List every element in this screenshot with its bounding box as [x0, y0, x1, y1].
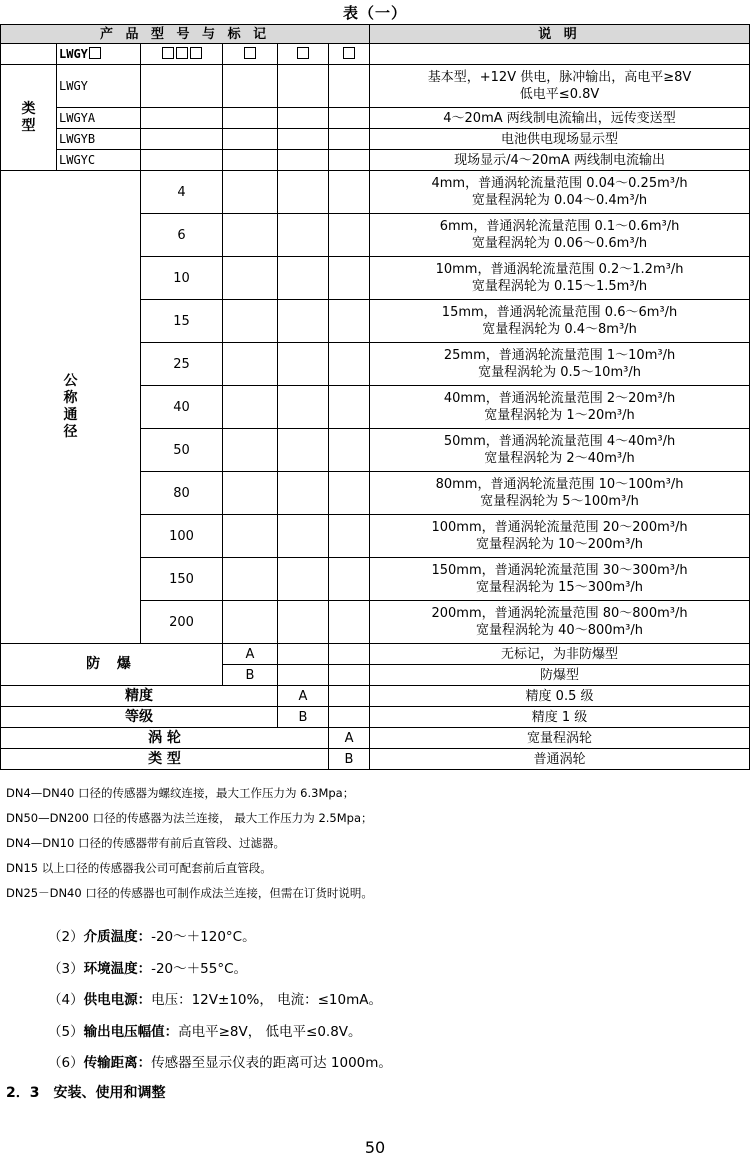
turbine-desc-a: 宽量程涡轮 — [370, 728, 750, 749]
accuracy-code-a: A — [278, 686, 329, 707]
diameter-desc: 25mm，普通涡轮流量范围 1～10m³/h 宽量程涡轮为 0.5～10m³/h — [370, 343, 750, 386]
explosion-desc-b: 防爆型 — [370, 665, 750, 686]
code-box-icon — [244, 47, 256, 59]
turbine-row — [1, 749, 750, 770]
turbine-desc-b: 普通涡轮 — [370, 749, 750, 770]
explosion-label: 防 爆 — [1, 644, 223, 686]
type-code: LWGYA — [57, 108, 141, 129]
type-label: 类 型 — [1, 65, 57, 171]
type-row — [1, 150, 750, 171]
param-item: （3）环境温度：-20～＋55°C。 — [48, 960, 247, 977]
explosion-desc-a: 无标记，为非防爆型 — [370, 644, 750, 665]
diameter-desc: 100mm，普通涡轮流量范围 20～200m³/h 宽量程涡轮为 10～200m³/h — [370, 515, 750, 558]
diameter-dn: 200 — [141, 601, 223, 644]
page-number: 50 — [364, 1138, 386, 1157]
type-code: LWGYB — [57, 129, 141, 150]
diameter-desc: 6mm，普通涡轮流量范围 0.1～0.6m³/h 宽量程涡轮为 0.06～0.6m³/h — [370, 214, 750, 257]
diameter-dn: 150 — [141, 558, 223, 601]
accuracy-label: 精度 — [1, 686, 278, 707]
diameter-dn: 50 — [141, 429, 223, 472]
diameter-desc: 150mm，普通涡轮流量范围 30～300m³/h 宽量程涡轮为 15～300m³/h — [370, 558, 750, 601]
type-desc: 电池供电现场显示型 — [370, 129, 750, 150]
diameter-desc: 15mm，普通涡轮流量范围 0.6～6m³/h 宽量程涡轮为 0.4～8m³/h — [370, 300, 750, 343]
code-box-icon — [343, 47, 355, 59]
explosion-row — [1, 644, 750, 665]
diameter-desc: 200mm，普通涡轮流量范围 80～800m³/h 宽量程涡轮为 40～800m³/h — [370, 601, 750, 644]
diameter-dn: 10 — [141, 257, 223, 300]
diameter-dn: 100 — [141, 515, 223, 558]
code-lead: LWGY — [57, 44, 141, 65]
turbine-label: 类 型 — [1, 749, 329, 770]
turbine-code-b: B — [329, 749, 370, 770]
diameter-dn: 25 — [141, 343, 223, 386]
diameter-dn: 4 — [141, 171, 223, 214]
turbine-label: 涡 轮 — [1, 728, 329, 749]
type-desc: 基本型，+12V 供电，脉冲输出，高电平≥8V 低电平≤0.8V — [370, 65, 750, 108]
diameter-row — [1, 171, 750, 214]
diameter-desc: 4mm，普通涡轮流量范围 0.04～0.25m³/h 宽量程涡轮为 0.04～0.4m³/h — [370, 171, 750, 214]
param-item: （6）传输距离：传感器至显示仪表的距离可达 1000m。 — [48, 1055, 392, 1071]
code-row — [1, 44, 750, 65]
notes-list — [6, 786, 746, 911]
explosion-code-a: A — [223, 644, 278, 665]
type-desc: 现场显示/4～20mA 两线制电流输出 — [370, 150, 750, 171]
type-row — [1, 65, 750, 108]
code-box-icon — [297, 47, 309, 59]
header-left: 产 品 型 号 与 标 记 — [1, 25, 370, 44]
type-desc: 4～20mA 两线制电流输出，远传变送型 — [370, 108, 750, 129]
table-header — [1, 25, 750, 44]
param-item: （2）介质温度：-20～＋120°C。 — [48, 929, 256, 945]
code-box-icon — [89, 47, 101, 59]
accuracy-row — [1, 686, 750, 707]
accuracy-desc-b: 精度 1 级 — [370, 707, 750, 728]
type-code: LWGYC — [57, 150, 141, 171]
code-box-icon — [162, 47, 174, 59]
diameter-label: 公 称 通 径 — [1, 171, 141, 644]
code-box-icon — [176, 47, 188, 59]
diameter-dn: 80 — [141, 472, 223, 515]
diameter-desc: 10mm，普通涡轮流量范围 0.2～1.2m³/h 宽量程涡轮为 0.15～1.5m³/h — [370, 257, 750, 300]
diameter-dn: 6 — [141, 214, 223, 257]
turbine-code-a: A — [329, 728, 370, 749]
accuracy-row — [1, 707, 750, 728]
note-item: DN4—DN10 口径的传感器带有前后直管段、过滤器。 — [6, 836, 286, 850]
model-spec-table — [0, 24, 750, 770]
accuracy-label: 等级 — [1, 707, 278, 728]
diameter-dn: 15 — [141, 300, 223, 343]
note-item: DN25－DN40 口径的传感器也可制作成法兰连接，但需在订货时说明。 — [6, 886, 373, 900]
header-right: 说 明 — [370, 25, 750, 44]
accuracy-desc-a: 精度 0.5 级 — [370, 686, 750, 707]
note-item: DN15 以上口径的传感器我公司可配套前后直管段。 — [6, 861, 272, 875]
note-item: DN50—DN200 口径的传感器为法兰连接， 最大工作压力为 2.5Mpa； — [6, 811, 373, 825]
section-heading: 2．3 安装、使用和调整 — [6, 1085, 166, 1101]
type-code: LWGY — [57, 65, 141, 108]
table-caption: 表（一） — [342, 4, 407, 22]
accuracy-code-b: B — [278, 707, 329, 728]
type-row — [1, 129, 750, 150]
param-item: （4）供电电源：电压：12V±10%， 电流：≤10mA。 — [48, 992, 382, 1008]
explosion-code-b: B — [223, 665, 278, 686]
code-box-group — [141, 44, 223, 65]
diameter-desc: 40mm，普通涡轮流量范围 2～20m³/h 宽量程涡轮为 1～20m³/h — [370, 386, 750, 429]
type-row — [1, 108, 750, 129]
param-item: （5）输出电压幅值：高电平≥8V， 低电平≤0.8V。 — [48, 1023, 362, 1040]
diameter-desc: 80mm，普通涡轮流量范围 10～100m³/h 宽量程涡轮为 5～100m³/h — [370, 472, 750, 515]
diameter-desc: 50mm，普通涡轮流量范围 4～40m³/h 宽量程涡轮为 2～40m³/h — [370, 429, 750, 472]
turbine-row — [1, 728, 750, 749]
note-item: DN4—DN40 口径的传感器为螺纹连接，最大工作压力为 6.3Mpa； — [6, 786, 355, 800]
parameter-list — [48, 929, 392, 1087]
code-box-icon — [190, 47, 202, 59]
diameter-dn: 40 — [141, 386, 223, 429]
